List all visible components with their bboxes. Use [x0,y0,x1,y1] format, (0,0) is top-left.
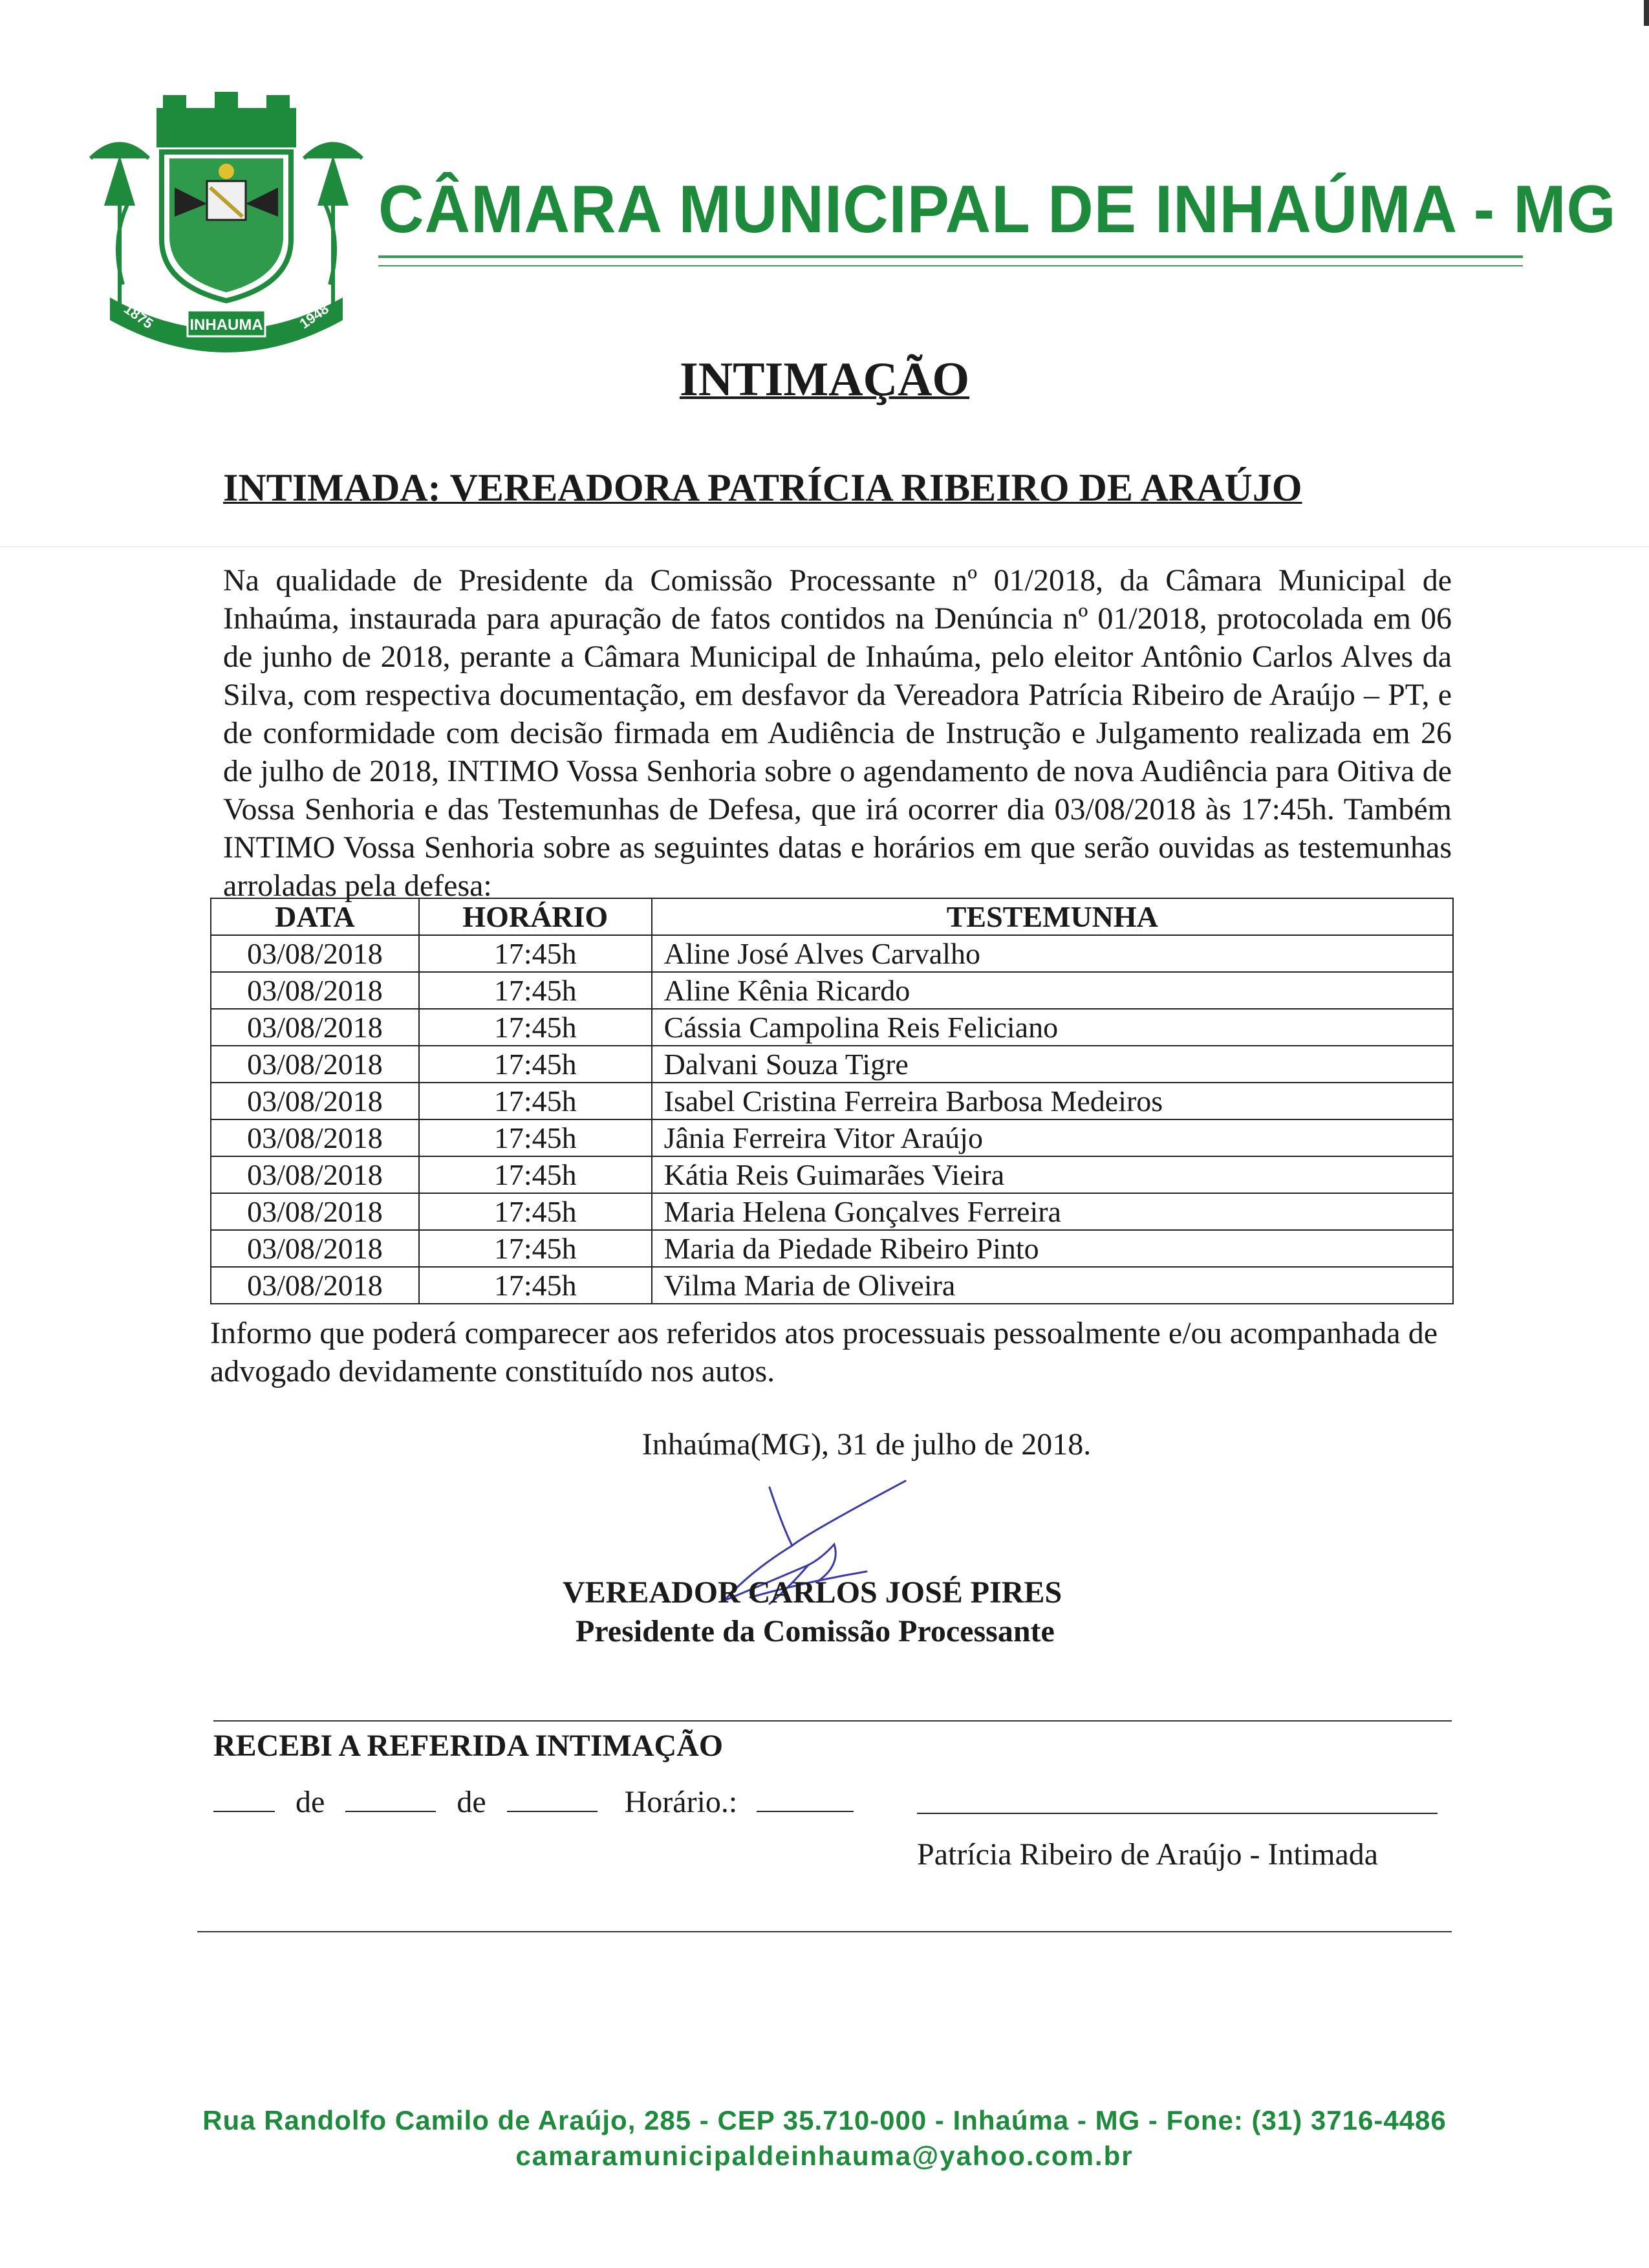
header-rule-thin [378,265,1523,266]
cell-date: 03/08/2018 [211,1230,419,1267]
closing-paragraph: Informo que poderá comparecer aos referidos atos processuais pessoalmente e/ou acompanhada de advogado devidamente constituído nos autos. [210,1316,1438,1388]
cell-time: 17:45h [419,972,652,1009]
cell-date: 03/08/2018 [211,1193,419,1230]
cell-time: 17:45h [419,1083,652,1119]
table-row [211,1046,1453,1083]
header-rule [378,255,1523,258]
column-header-witness: TESTEMUNHA [652,898,1453,935]
cell-date: 03/08/2018 [211,1009,419,1046]
table-row [211,1009,1453,1046]
body-paragraph: Na qualidade de Presidente da Comissão Processante nº 01/2018, da Câmara Municipal de Inhaúma, instaurada para apuração de fatos contidos na Denúncia nº 01/2018, protocolada em 06 de junho de 2018, perante a Câmara Municipal de Inhaúma, pelo eleitor Antônio Carlos Alves da Silva, com respectiva documentação, em desfavor da Vereadora Patrícia Ribeiro de Araújo – PT, e de conformidade com decisão firmada em Audiência de Instrução e Julgamento realizada em 26 de julho de 2018, INTIMO Vossa Senhoria sobre o agendamento de nova Audiência para Oitiva de Vossa Senhoria e das Testemunhas de Defesa, que irá ocorrer dia 03/08/2018 às 17:45h. Também INTIMO Vossa Senhoria sobre as seguintes datas e horários em que serão ouvidas as testemunhas arroladas pela defesa: [223,563,1452,903]
month-blank [345,1784,436,1812]
cell-date: 03/08/2018 [211,1156,419,1193]
cell-time: 17:45h [419,1119,652,1156]
document-title: INTIMAÇÃO [679,353,970,406]
cell-witness: Dalvani Souza Tigre [652,1046,1453,1083]
cell-witness: Aline José Alves Carvalho [652,935,1453,972]
table-row [211,1267,1453,1304]
cell-witness: Isabel Cristina Ferreira Barbosa Medeiros [652,1083,1453,1119]
table-row [211,1119,1453,1156]
crest-banner-text: INHAUMA [189,316,263,334]
chamber-name-heading: CÂMARA MUNICIPAL DE INHAÚMA - MG [378,172,1617,247]
cell-date: 03/08/2018 [211,1046,419,1083]
crest-year-left: 1875 [121,300,156,332]
column-header-date: DATA [211,898,419,935]
cell-time: 17:45h [419,935,652,972]
receipt-divider-bottom [197,1931,1452,1932]
table-row [211,1083,1453,1119]
table-row [211,1156,1453,1193]
cell-witness: Jânia Ferreira Vitor Araújo [652,1119,1453,1156]
cell-witness: Vilma Maria de Oliveira [652,1267,1453,1304]
signer-role: Presidente da Comissão Processante [576,1614,1055,1648]
column-header-time: HORÁRIO [419,898,652,935]
cell-witness: Kátia Reis Guimarães Vieira [652,1156,1453,1193]
cell-date: 03/08/2018 [211,972,419,1009]
scan-edge-mark [1644,0,1649,26]
table-header-row [211,898,1453,935]
signer-name: VEREADOR CARLOS JOSÉ PIRES [563,1575,1062,1610]
addressee-line: INTIMADA: VEREADORA PATRÍCIA RIBEIRO DE ARAÚJO [223,466,1302,509]
recipient-signature-line [917,1813,1438,1814]
table-row [211,1230,1453,1267]
receipt-de-label-2: de [457,1785,486,1819]
cell-time: 17:45h [419,1156,652,1193]
place-and-date: Inhaúma(MG), 31 de julho de 2018. [641,1427,1092,1462]
paper-fold-line [0,546,1649,547]
cell-time: 17:45h [419,1193,652,1230]
recipient-label: Patrícia Ribeiro de Araújo - Intimada [917,1837,1379,1872]
receipt-date-line [213,1784,854,1820]
cell-time: 17:45h [419,1230,652,1267]
cell-witness: Cássia Campolina Reis Feliciano [652,1009,1453,1046]
crest-year-right: 1948 [296,300,332,332]
receipt-de-label: de [296,1785,325,1819]
table-row [211,972,1453,1009]
day-blank [213,1784,275,1812]
receipt-divider-top [213,1720,1452,1722]
cell-witness: Aline Kênia Ricardo [652,972,1453,1009]
table-row [211,935,1453,972]
cell-date: 03/08/2018 [211,1119,419,1156]
cell-date: 03/08/2018 [211,1083,419,1119]
year-blank [507,1784,598,1812]
cell-witness: Maria da Piedade Ribeiro Pinto [652,1230,1453,1267]
municipal-crest-logo [84,91,369,362]
receipt-heading: RECEBI A REFERIDA INTIMAÇÃO [213,1729,724,1763]
cell-time: 17:45h [419,1009,652,1046]
cell-date: 03/08/2018 [211,935,419,972]
cell-date: 03/08/2018 [211,1267,419,1304]
witness-schedule-table [210,898,1454,1304]
cell-time: 17:45h [419,1267,652,1304]
footer-address: Rua Randolfo Camilo de Araújo, 285 - CEP 35.710-000 - Inhaúma - MG - Fone: (31) 3716-4486 [202,2105,1447,2135]
table-row [211,1193,1453,1230]
cell-time: 17:45h [419,1046,652,1083]
footer-email: camaramunicipaldeinhauma@yahoo.com.br [515,2141,1134,2171]
receipt-time-label: Horário.: [624,1785,738,1819]
cell-witness: Maria Helena Gonçalves Ferreira [652,1193,1453,1230]
time-blank [757,1784,854,1812]
